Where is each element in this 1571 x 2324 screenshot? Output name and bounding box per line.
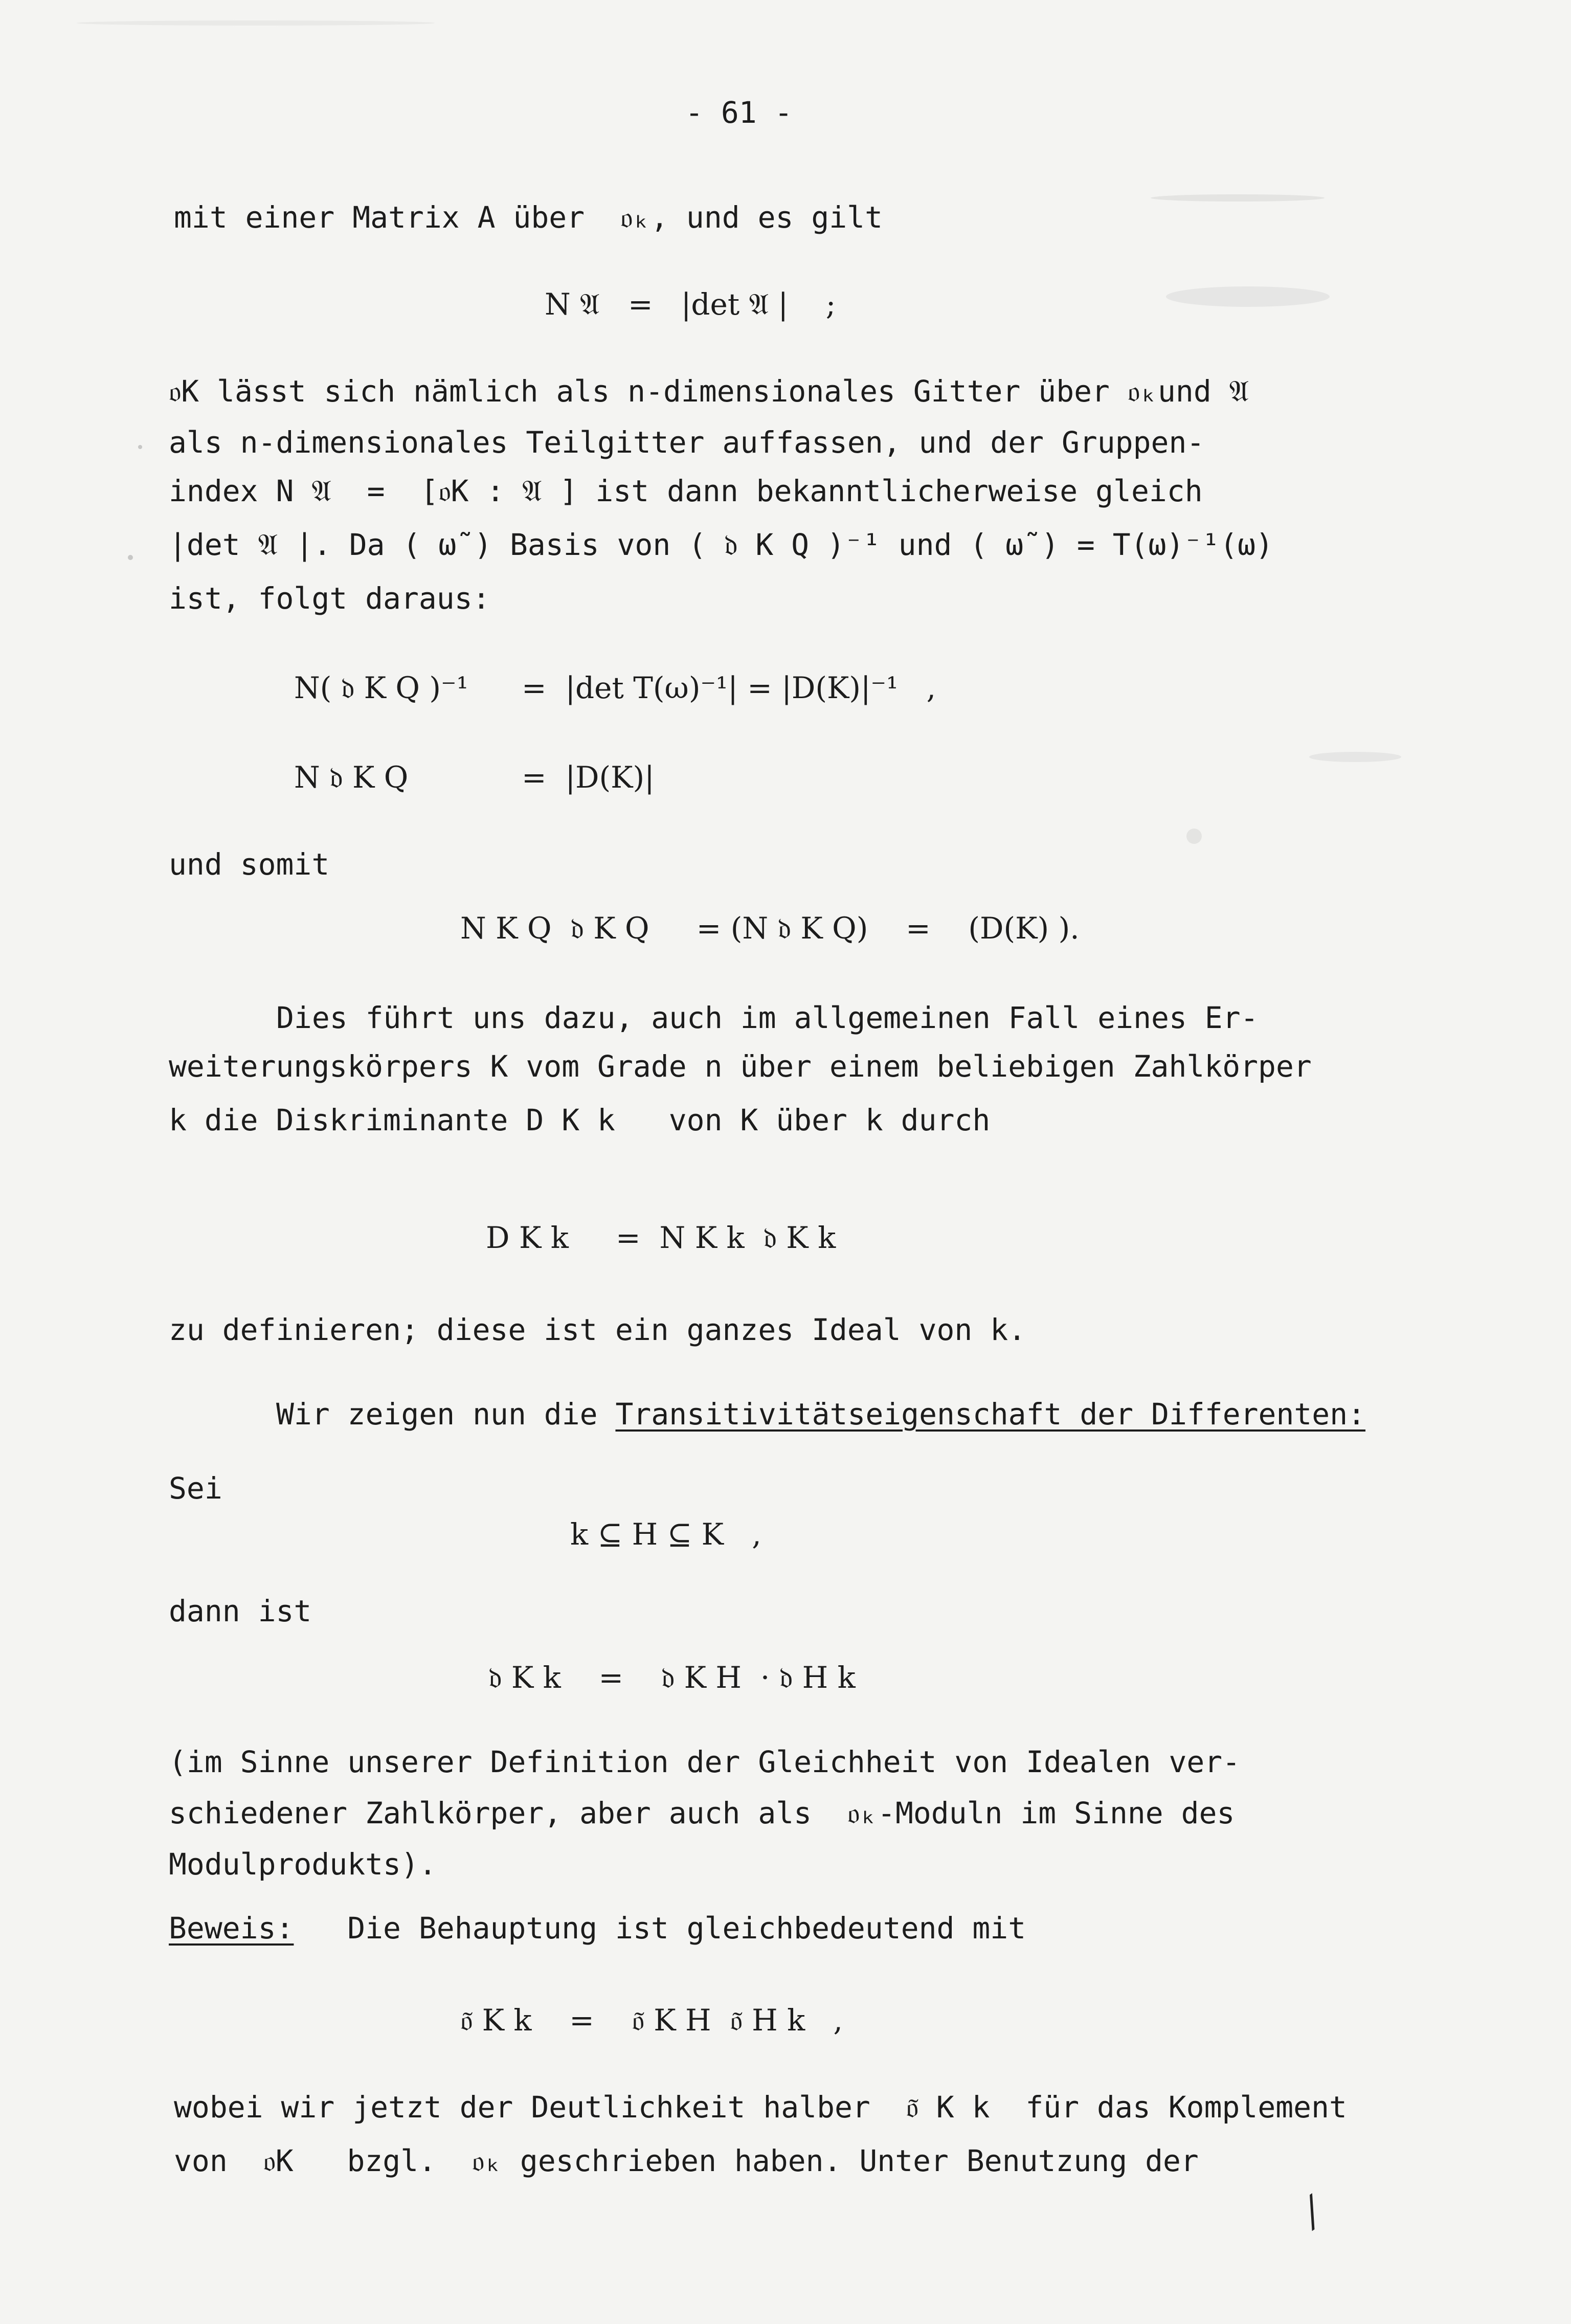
text-line: zu definieren; diese ist ein ganzes Ideal von k. — [169, 1312, 1026, 1347]
scan-speck — [77, 20, 435, 26]
equation-discriminant: D K k = N K k 𝔡 K k — [486, 1220, 836, 1255]
text-span: Wir zeigen nun die — [276, 1397, 616, 1432]
pen-stroke: ⁄ — [1296, 2191, 1329, 2234]
text-line: mit einer Matrix A über 𝔬ₖ, und es gilt — [174, 200, 883, 235]
text-line: wobei wir jetzt der Deutlichkeit halber 𝔬̃ K k für das Komplement — [174, 2090, 1347, 2125]
text-line: weiterungskörpers K vom Grade n über einem beliebigen Zahlkörper — [169, 1049, 1312, 1084]
equation-somit: N K Q 𝔡 K Q = (N 𝔡 K Q) = (D(K) ). — [460, 911, 1080, 946]
text-line: schiedener Zahlkörper, aber auch als 𝔬ₖ-Moduln im Sinne des — [169, 1796, 1235, 1830]
beweis-label: Beweis: — [169, 1911, 294, 1946]
text-line — [169, 1908, 1026, 1949]
scan-speck — [138, 445, 142, 449]
scan-speck — [128, 555, 133, 560]
text-span: Die Behauptung ist gleichbedeutend mit — [347, 1911, 1026, 1946]
text-line: dann ist — [169, 1594, 312, 1628]
text-line: ist, folgt daraus: — [169, 581, 490, 616]
text-line: 𝔬K lässt sich nämlich als n-dimensionales Gitter über 𝔬ₖund 𝔄 — [169, 374, 1249, 409]
equation-complement: 𝔬̃ K k = 𝔬̃ K H 𝔬̃ H k , — [460, 2003, 843, 2038]
text-line: |det 𝔄 |. Da ( ω̃ ) Basis von ( 𝔡 K Q )⁻¹ und ( ω̃ ) = T(ω)⁻¹(ω) — [169, 527, 1273, 562]
text-line: Modulprodukts). — [169, 1847, 437, 1882]
scan-speck — [1151, 194, 1325, 202]
text-line: (im Sinne unserer Definition der Gleichheit von Idealen ver- — [169, 1745, 1241, 1779]
equation-tower: k ⊆ H ⊆ K , — [570, 1517, 761, 1552]
text-line: Sei — [169, 1471, 222, 1506]
equation-norm-det: N 𝔄 = |det 𝔄 | ; — [545, 287, 836, 322]
text-line: und somit — [169, 847, 330, 882]
text-line: als n-dimensionales Teilgitter auffassen, und der Gruppen- — [169, 425, 1205, 460]
section-heading-underlined: Transitivitätseigenschaft der Differenten: — [615, 1397, 1366, 1432]
text-line: index N 𝔄 = [𝔬K : 𝔄 ] ist dann bekanntlicherweise gleich — [169, 474, 1203, 508]
text-span — [294, 1911, 347, 1946]
equation-left: N 𝔡 K Q — [294, 760, 409, 795]
text-line — [276, 1394, 1365, 1435]
scan-speck — [1309, 752, 1401, 762]
equation-transitivity: 𝔡 K k = 𝔡 K H · 𝔡 H k — [488, 1660, 856, 1695]
equation-left: N( 𝔡 K Q )⁻¹ — [294, 671, 468, 705]
text-line: von 𝔬K bzgl. 𝔬ₖ geschrieben haben. Unter Benutzung der — [174, 2143, 1199, 2178]
text-line: Dies führt uns dazu, auch im allgemeinen Fall eines Er- — [276, 1000, 1259, 1035]
equation-right: = |D(K)| — [522, 760, 655, 795]
scan-speck — [1186, 829, 1202, 844]
scan-speck — [1166, 286, 1330, 307]
text-line: k die Diskriminante D K k von K über k durch — [169, 1103, 991, 1137]
page-number: - 61 - — [685, 95, 793, 130]
equation-right: = |det T(ω)⁻¹| = |D(K)|⁻¹ , — [522, 671, 936, 705]
